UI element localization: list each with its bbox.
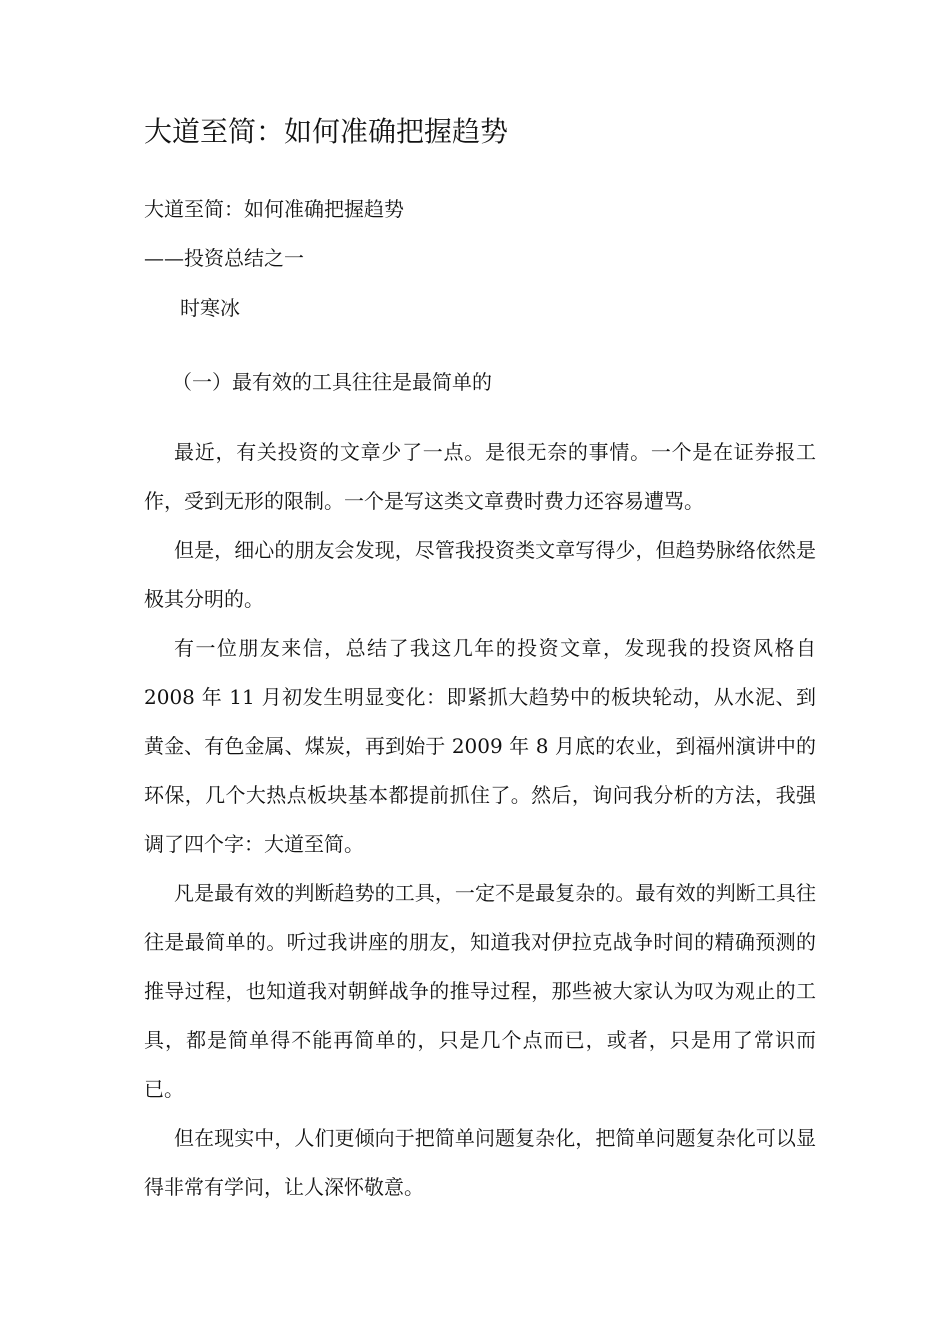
author-name: 时寒冰 [180, 296, 240, 320]
paragraph: 最近，有关投资的文章少了一点。是很无奈的事情。一个是在证券报工作，受到无形的限制。一个是写这类文章费时费力还容易遭骂。 [144, 440, 816, 513]
document-subtitle: 大道至简：如何准确把握趋势 [144, 197, 404, 221]
document-title: 大道至简：如何准确把握趋势 [144, 115, 509, 148]
section-heading: （一）最有效的工具往往是最简单的 [172, 370, 492, 394]
paragraph: 但在现实中，人们更倾向于把简单问题复杂化，把简单问题复杂化可以显得非常有学问，让人深怀敬意。 [144, 1126, 816, 1199]
body-text [144, 428, 816, 1212]
paragraph: 有一位朋友来信，总结了我这几年的投资文章，发现我的投资风格自2008 年 11 月初发生明显变化：即紧抓大趋势中的板块轮动，从水泥、到黄金、有色金属、煤炭，再到始于 2009 年 8 月底的农业，到福州演讲中的环保，几个大热点板块基本都提前抓住了。然后，询问我分析的方法，我强调了四个字：大道至简。 [144, 636, 816, 856]
paragraph: 但是，细心的朋友会发现，尽管我投资类文章写得少，但趋势脉络依然是极其分明的。 [144, 538, 816, 611]
paragraph: 凡是最有效的判断趋势的工具，一定不是最复杂的。最有效的判断工具往往是最简单的。听过我讲座的朋友，知道我对伊拉克战争时间的精确预测的推导过程，也知道我对朝鲜战争的推导过程，那些被大家认为叹为观止的工具，都是简单得不能再简单的，只是几个点而已，或者，只是用了常识而已。 [144, 881, 816, 1101]
series-line: ——投资总结之一 [144, 246, 304, 270]
